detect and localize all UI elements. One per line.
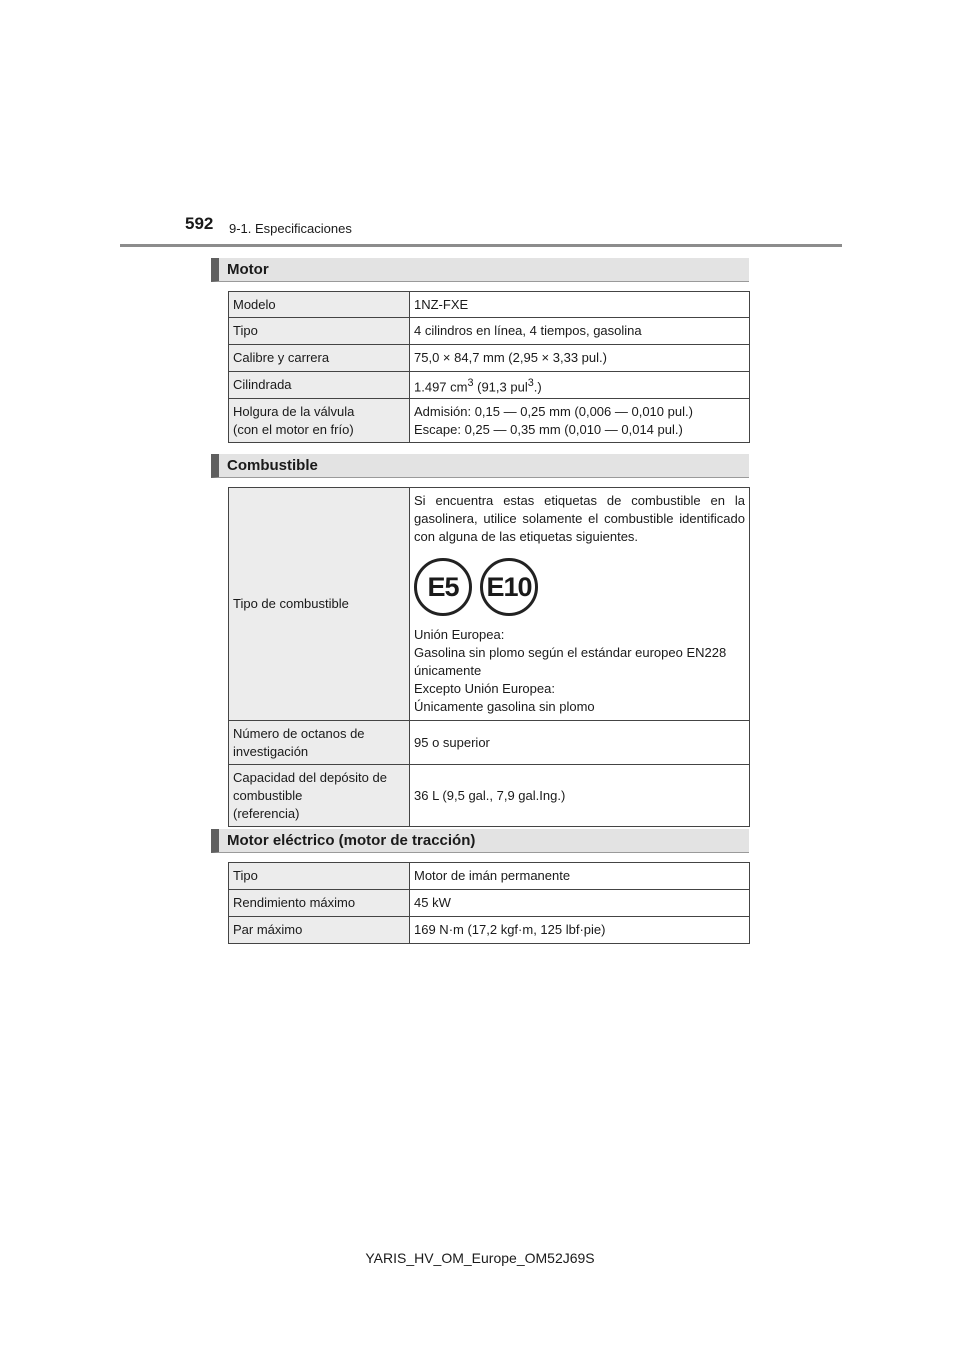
spec-label: Rendimiento máximo — [229, 890, 410, 917]
label-line: combustible — [233, 787, 303, 803]
section-title: Motor — [227, 261, 269, 278]
spec-value: 1NZ-FXE — [410, 292, 750, 318]
value-line: Escape: 0,25 — 0,35 mm (0,010 — 0,014 pul.) — [414, 421, 683, 437]
table-row — [229, 318, 750, 345]
label-line: (con el motor en frío) — [233, 421, 354, 437]
fuel-line: Únicamente gasolina sin plomo — [414, 699, 595, 714]
table-row — [229, 917, 750, 944]
spec-value: 36 L (9,5 gal., 7,9 gal.Ing.) — [410, 765, 750, 827]
fuel-badges — [414, 558, 745, 616]
section-heading-motor — [211, 258, 749, 282]
superscript: 3 — [467, 376, 474, 389]
spec-value — [410, 372, 750, 399]
spec-value: 45 kW — [410, 890, 750, 917]
fuel-spec-table — [228, 487, 750, 827]
section-heading-fuel — [211, 454, 749, 478]
spec-label: Par máximo — [229, 917, 410, 944]
spec-value: 95 o superior — [410, 721, 750, 765]
spec-label: Tipo — [229, 318, 410, 345]
spec-label — [229, 765, 410, 827]
spec-value — [410, 399, 750, 443]
motor-spec-table — [228, 291, 750, 443]
page-number: 592 — [185, 214, 214, 233]
spec-value: 75,0 × 84,7 mm (2,95 × 3,33 pul.) — [410, 345, 750, 372]
chapter-title: 9-1. Especificaciones — [229, 221, 352, 236]
table-row — [229, 488, 750, 721]
fuel-line: Gasolina sin plomo según el estándar europeo EN228 únicamente — [414, 645, 727, 678]
header-rule — [120, 244, 842, 247]
spec-label: Tipo de combustible — [229, 488, 410, 721]
table-row — [229, 890, 750, 917]
table-row — [229, 292, 750, 318]
section-title: Combustible — [227, 457, 318, 474]
superscript: 3 — [527, 376, 534, 389]
value-part: .) — [533, 379, 542, 395]
spec-value: 4 cilindros en línea, 4 tiempos, gasolina — [410, 318, 750, 345]
spec-label: Calibre y carrera — [229, 345, 410, 372]
label-line: Holgura de la válvula — [233, 403, 355, 419]
electric-spec-table — [228, 862, 750, 944]
value-part: (91,3 pul — [473, 379, 528, 395]
spec-label — [229, 721, 410, 765]
fuel-line: Excepto Unión Europea: — [414, 681, 555, 696]
spec-label: Cilindrada — [229, 372, 410, 399]
spec-value — [410, 488, 750, 721]
spec-label — [229, 399, 410, 443]
label-line: Capacidad del depósito de — [233, 769, 387, 785]
footer-code: YARIS_HV_OM_Europe_OM52J69S — [365, 1250, 595, 1266]
spec-value: Motor de imán permanente — [410, 863, 750, 890]
table-row — [229, 345, 750, 372]
fuel-intro: Si encuentra estas etiquetas de combustible en la gasolinera, utilice solamente el combustible identificado con alguna de las etiquetas siguientes. — [414, 493, 745, 544]
table-row — [229, 372, 750, 399]
label-line: Número de octanos de — [233, 725, 365, 741]
spec-label: Modelo — [229, 292, 410, 318]
fuel-label-e5: E5 — [414, 558, 472, 616]
table-row — [229, 721, 750, 765]
section-title: Motor eléctrico (motor de tracción) — [227, 832, 476, 849]
table-row — [229, 863, 750, 890]
value-line: Admisión: 0,15 — 0,25 mm (0,006 — 0,010 pul.) — [414, 403, 693, 419]
value-part: 1.497 cm — [414, 379, 468, 395]
label-line: investigación — [233, 743, 309, 759]
table-row — [229, 765, 750, 827]
fuel-label-e10: E10 — [480, 558, 538, 616]
fuel-line: Unión Europea: — [414, 627, 505, 642]
table-row — [229, 399, 750, 443]
section-heading-electric-motor — [211, 829, 749, 853]
label-line: (referencia) — [233, 805, 300, 821]
spec-value: 169 N·m (17,2 kgf·m, 125 lbf·pie) — [410, 917, 750, 944]
spec-label: Tipo — [229, 863, 410, 890]
